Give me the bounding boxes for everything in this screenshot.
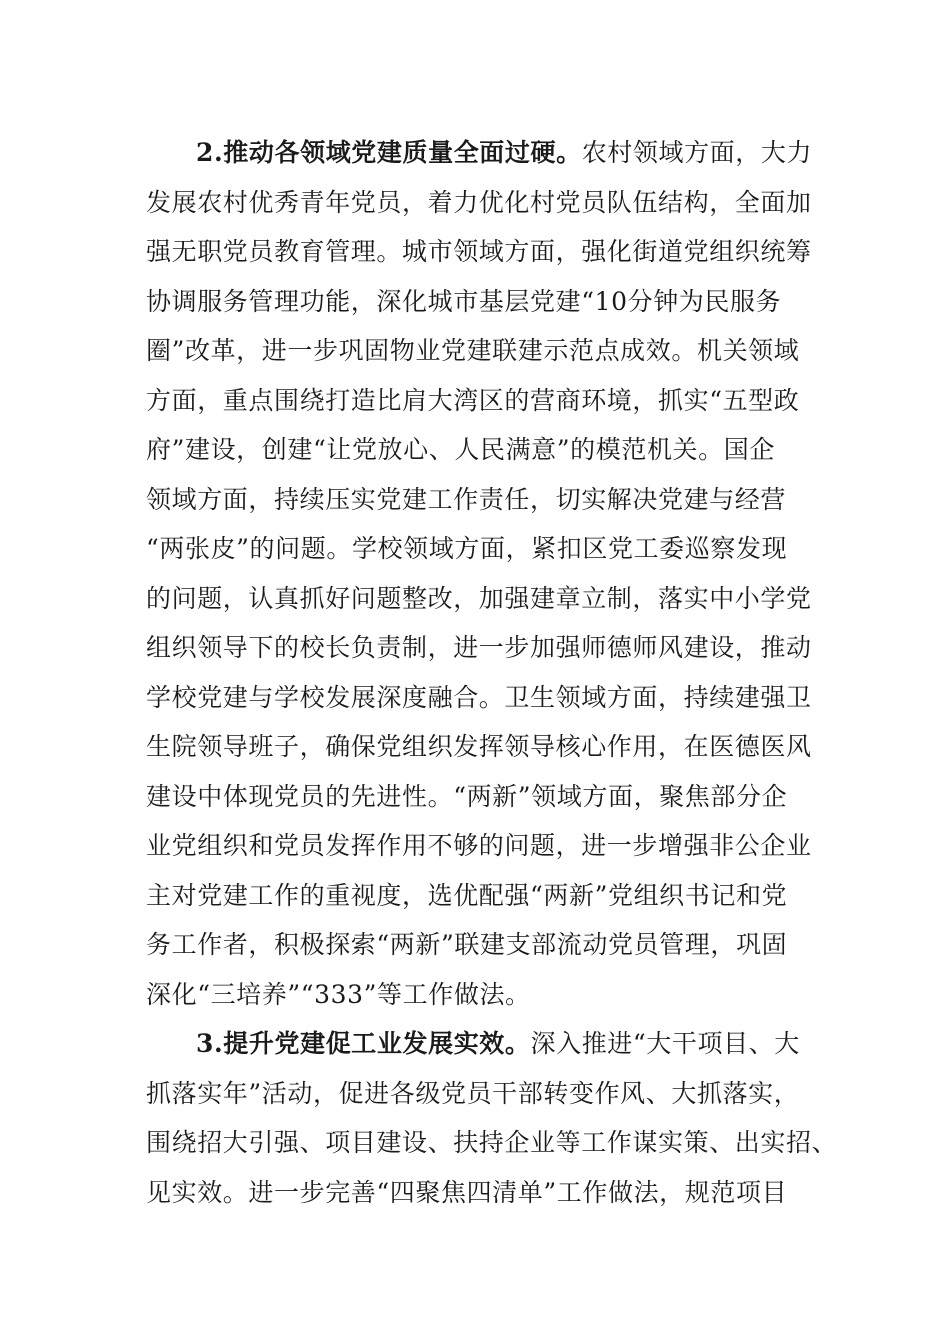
paragraph-line: 学校党建与学校发展深度融合。卫生领域方面，持续建强卫: [146, 683, 812, 712]
paragraph-line: 深化“三培养”“333”等工作做法。: [146, 980, 531, 1009]
paragraph-line: 发展农村优秀青年党员，着力优化村党员队伍结构，全面加: [146, 188, 812, 217]
paragraph-line: [196, 1024, 800, 1064]
paragraph-line: 领域方面，持续压实党建工作责任，切实解决党建与经营: [146, 485, 787, 514]
paragraph-line: 生院领导班子，确保党组织发挥领导核心作用，在医德医风: [146, 732, 812, 761]
paragraph-line: 圈”改革，进一步巩固物业党建联建示范点成效。机关领域: [146, 336, 800, 365]
section-heading: 2.推动各领域党建质量全面过硬。: [196, 138, 582, 167]
paragraph-line: 府”建设，创建“让党放心、人民满意”的模范机关。国企: [146, 435, 775, 464]
paragraph-line: 业党组织和党员发挥作用不够的问题，进一步增强非公企业: [146, 831, 812, 860]
paragraph-text: 农村领域方面，大力: [581, 138, 813, 167]
section-heading: 3.提升党建促工业发展实效。: [196, 1029, 531, 1058]
paragraph-line: “两张皮”的问题。学校领域方面，紧扣区党工委巡察发现: [146, 534, 788, 563]
paragraph-line: 见实效。进一步完善“四聚焦四清单”工作做法，规范项目: [146, 1178, 788, 1207]
paragraph-line: 务工作者，积极探索“两新”联建支部流动党员管理，巩固: [146, 930, 788, 959]
paragraph-line: 抓落实年”活动，促进各级党员干部转变作风、大抓落实，: [146, 1079, 800, 1108]
paragraph-text: 深入推进“大干项目、大: [530, 1029, 800, 1058]
paragraph-line: 强无职党员教育管理。城市领域方面，强化街道党组织统筹: [146, 237, 812, 266]
paragraph-line: 主对党建工作的重视度，选优配强“两新”党组织书记和党: [146, 881, 788, 910]
paragraph-line: 的问题，认真抓好问题整改，加强建章立制，落实中小学党: [146, 584, 812, 613]
paragraph-line: [196, 133, 812, 173]
paragraph-line: 组织领导下的校长负责制，进一步加强师德师风建设，推动: [146, 633, 812, 662]
paragraph-line: 建设中体现党员的先进性。“两新”领域方面，聚焦部分企: [146, 782, 788, 811]
paragraph-line: 协调服务管理功能，深化城市基层党建“10分钟为民服务: [146, 287, 782, 316]
paragraph-line: 方面，重点围绕打造比肩大湾区的营商环境，抓实“五型政: [146, 386, 800, 415]
paragraph-line: 围绕招大引强、项目建设、扶持企业等工作谋实策、出实招、: [146, 1128, 838, 1157]
